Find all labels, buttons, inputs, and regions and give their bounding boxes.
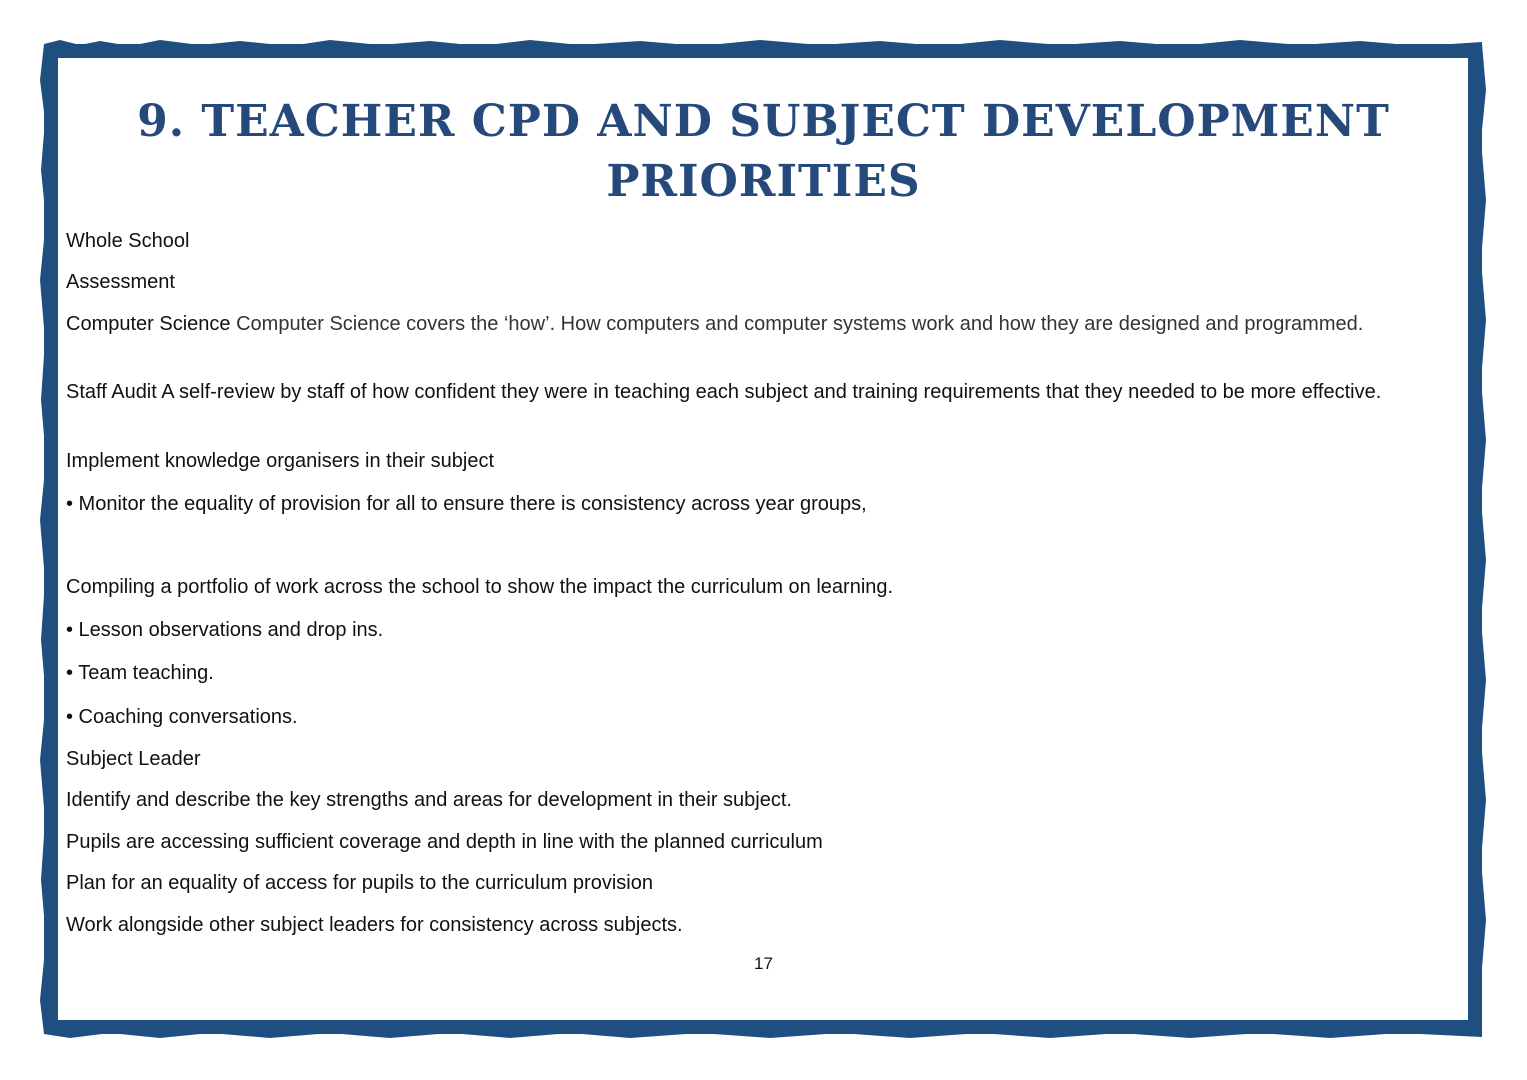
paragraph-pupils-coverage: Pupils are accessing sufficient coverage and depth in line with the planned curriculum bbox=[66, 831, 823, 853]
paragraph-key-strengths: Identify and describe the key strengths and areas for development in their subject. bbox=[66, 789, 792, 811]
paragraph-equality-access: Plan for an equality of access for pupils to the curriculum provision bbox=[66, 872, 653, 894]
paragraph-portfolio: Compiling a portfolio of work across the school to show the impact the curriculum on learning. bbox=[66, 576, 894, 598]
bullet-team-teaching: • Team teaching. bbox=[66, 662, 214, 684]
paragraph-subject-leader: Subject Leader bbox=[66, 748, 201, 770]
paragraph-staff-audit: Staff Audit A self-review by staff of how confident they were in teaching each subject and training requirements that they needed to be more effective. bbox=[66, 381, 1382, 403]
paragraph-computer-science bbox=[66, 311, 1436, 338]
computer-science-description: Computer Science covers the ‘how’. How computers and computer systems work and how they are designed and programmed. bbox=[230, 313, 1364, 335]
paragraph-assessment: Assessment bbox=[66, 271, 175, 293]
bullet-lesson-observations: • Lesson observations and drop ins. bbox=[66, 619, 384, 641]
page-title: 9. TEACHER CPD AND SUBJECT DEVELOPMENT PRIORITIES bbox=[137, 96, 1390, 207]
bullet-coaching: • Coaching conversations. bbox=[66, 706, 298, 728]
paragraph-knowledge-organisers: Implement knowledge organisers in their subject bbox=[66, 450, 494, 472]
paragraph-whole-school: Whole School bbox=[66, 230, 190, 252]
paragraph-work-alongside: Work alongside other subject leaders for consistency across subjects. bbox=[66, 914, 683, 936]
page-number: 17 bbox=[754, 954, 773, 973]
bullet-monitor-equality: • Monitor the equality of provision for all to ensure there is consistency across year groups, bbox=[66, 493, 867, 515]
computer-science-lead: Computer Science bbox=[66, 313, 231, 335]
